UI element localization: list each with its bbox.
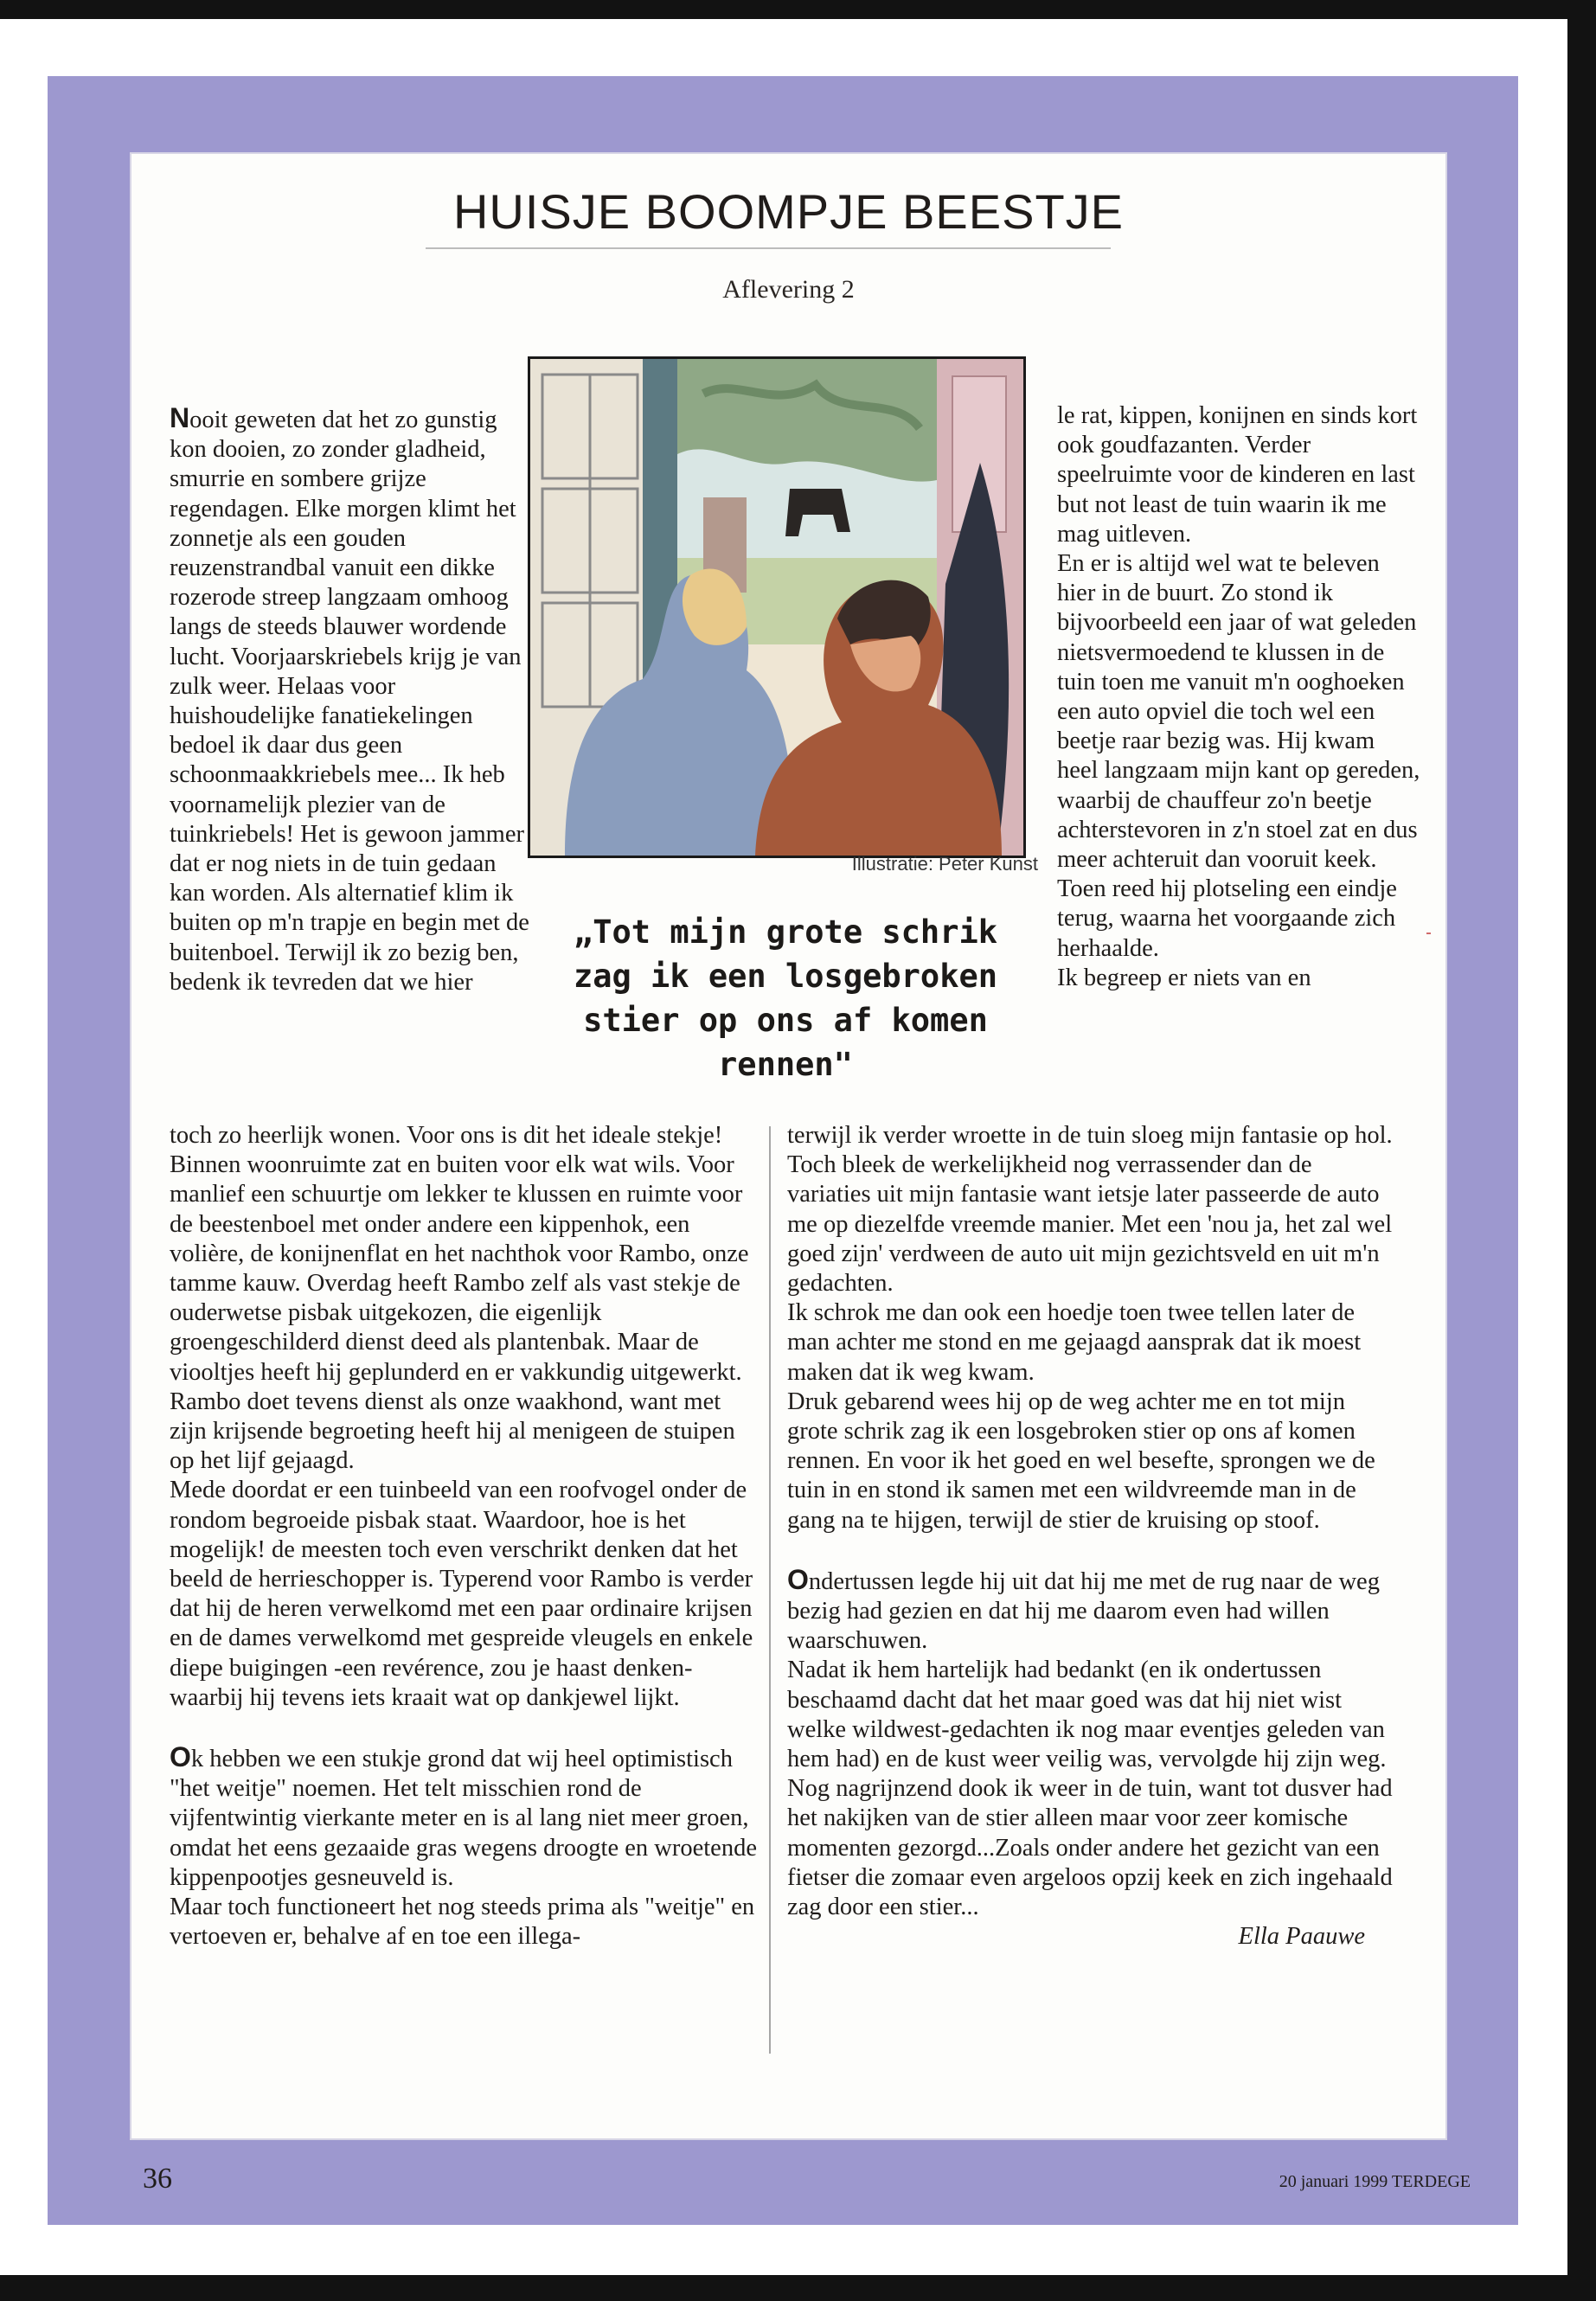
column-right-top — [1057, 401, 1420, 993]
article-illustration — [528, 356, 1026, 858]
pull-quote: „Tot mijn grote schrik zag ik een losgebroken stier op ons af komen rennen" — [573, 913, 998, 1083]
column-left-top — [170, 403, 533, 997]
title-underline — [426, 247, 1111, 249]
paragraph-gap — [170, 1713, 758, 1742]
print-mark — [1426, 933, 1431, 934]
paragraph: Ik schrok me dan ook een hoedje toen twee tellen later de man achter me stond en me gejaagd aansprak dat ik moest maken dat ik weg kwam. — [787, 1299, 1362, 1386]
scan-edge-right — [1567, 0, 1596, 2301]
drop-cap: O — [787, 1563, 809, 1595]
paragraph: En er is altijd wel wat te beleven hier in de buurt. Zo stond ik bijvoorbeeld een jaar of wat geleden nietsvermoedend te klussen in de tuin toen me vanuit m'n ooghoeken een auto opviel die toch wel een beetje raar bezig was. Hij kwam heel langzaam mijn kant op gereden, waarbij de chauffeur zo'n beetje achterstevoren in z'n stoel zat en dus meer achteruit dan vooruit keek. — [1057, 550, 1420, 874]
paragraph: Ik begreep er niets van en — [1057, 964, 1311, 991]
paragraph-intro-text: ooit geweten dat het zo gunstig kon dooien, zo zonder gladheid, smurrie en sombere grijze regendagen. Elke morgen klimt het zonnetje als een gouden reuzenstrandbal vanuit een dikke rozerode streep langzaam omhoog langs de steeds blauwer wordende lucht. Voorjaarskriebels krijg je van zulk weer. Helaas voor huishoudelijke fanatiekelingen bedoel ik daar dus geen schoonmaakkriebels mee... Ik heb voornamelijk plezier van de tuinkriebels! Het is gewoon jammer dat er nog niets in de tuin gedaan kan worden. Als alternatief klim ik buiten op m'n trapje en begin met de buitenboel. Terwijl ik zo bezig ben, bedenk ik tevreden dat we hier — [170, 407, 529, 996]
column-left-bottom — [170, 1121, 758, 1952]
scan-edge-top — [0, 0, 1596, 19]
paragraph: le rat, kippen, konijnen en sinds kort ook goudfazanten. Verder speelruimte voor de kinderen en last but not least de tuin waarin ik me mag uitleven. — [1057, 402, 1418, 548]
paragraph-text: k hebben we een stukje grond dat wij heel optimistisch "het weitje" noemen. Het telt misschien rond de vijfentwintig vierkante meter en is al lang niet meer groen, omdat het eens gezaaide gras wegens droogte en wroetende kippenpootjes gesneuveld is. — [170, 1746, 757, 1891]
author-signature: Ella Paauwe — [1238, 1923, 1365, 1951]
illustration-credit: Illustratie: Peter Kunst — [851, 853, 1038, 875]
column-divider — [769, 1126, 771, 2054]
paragraph: terwijl ik verder wroette in de tuin sloeg mijn fantasie op hol. Toch bleek de werkelijkheid nog verrassender dan de variaties uit mijn fantasie want ietsje later passeerde de auto me op diezelfde vreemde manier. Met een 'nou ja, het zal wel goed zijn' verdween de auto uit mijn gezichtsveld en uit m'n gedachten. — [787, 1122, 1393, 1298]
article-title: HUISJE BOOMPJE BEESTJE — [452, 184, 1125, 239]
issue-date: 20 januari 1999 TERDEGE — [1279, 2172, 1471, 2191]
paragraph: Nadat ik hem hartelijk had bedankt (en ik ondertussen beschaamd dacht dat het maar goed was dat hij niet wist welke wildwest-gedachten ik nog maar eventjes geleden van hem had) en de kust weer veilig was, vervolgde hij zijn weg. Nog nagrijnzend dook ik weer in de tuin, want tot dusver had het nakijken van de stier alleen maar voor zeer komische momenten gezorgd...Zoals onder andere het gezicht van een fietser die zomaar even argeloos opzij keek en zich ingehaald zag door een stier... — [787, 1657, 1393, 1921]
scan-edge-bottom — [0, 2275, 1596, 2301]
paragraph: Druk gebarend wees hij op de weg achter me en tot mijn grote schrik zag ik een losgebroken stier op ons af komen rennen. En voor ik het goed en wel besefte, sprongen we de tuin in en stond ik samen met een wildvreemde man in de gang na te hijgen, terwijl de stier de kruising op stoof. — [787, 1388, 1375, 1534]
paragraph: toch zo heerlijk wonen. Voor ons is dit het ideale stekje! Binnen woonruimte zat en buiten voor elk wat wils. Voor manlief een schuurtje om lekker te klussen en ruimte voor de beestenboel met onder andere een kippenhok, een volière, de konijnenflat en het nachthok voor Rambo, onze tamme kauw. Overdag heeft Rambo zelf als vast stekje de ouderwetse pisbak uitgekozen, die eigenlijk groengeschilderd dienst deed als plantenbak. Maar de viooltjes heeft hij geplunderd en er vakkundig uitgewerkt. Rambo doet tevens dienst als onze waakhond, want met zijn krijsende begroeting heeft hij al menigeen de stuipen op het lijf gejaagd. — [170, 1122, 749, 1475]
drop-cap: O — [170, 1741, 191, 1773]
paragraph-text: ndertussen legde hij uit dat hij me met de rug naar de weg bezig had gezien en dat hij me daarom even had willen waarschuwen. — [787, 1567, 1380, 1655]
drop-cap: N — [170, 402, 190, 433]
paragraph — [170, 1742, 758, 1893]
article-subtitle: Aflevering 2 — [722, 275, 855, 304]
paragraph-intro — [170, 403, 533, 997]
kitchen-window-bull-illustration — [530, 359, 1023, 856]
paragraph-gap — [787, 1535, 1393, 1565]
paragraph: Mede doordat er een tuinbeeld van een roofvogel onder de rondom begroeide pisbak staat. Waardoor, hoe is het mogelijk! de meesten toch even verschrikt denken dat het beeld de herrieschopper is. Typerend voor Rambo is verder dat hij de heren verwelkomd met een paar ordinaire krijsen en de dames verwelkomd met gespreide vleugels en enkele diepe buigingen -een revérence, zou je haast denken- waarbij hij tevens iets kraait wat op dankjewel lijkt. — [170, 1477, 753, 1711]
paragraph — [787, 1565, 1393, 1657]
page-number: 36 — [143, 2163, 172, 2195]
paragraph: Toen reed hij plotseling een eindje terug, waarna het voorgaande zich herhaalde. — [1057, 875, 1397, 962]
column-right-bottom — [787, 1121, 1393, 1952]
paragraph: Maar toch functioneert het nog steeds prima als "weitje" en vertoeven er, behalve af en toe een illega- — [170, 1894, 755, 1951]
